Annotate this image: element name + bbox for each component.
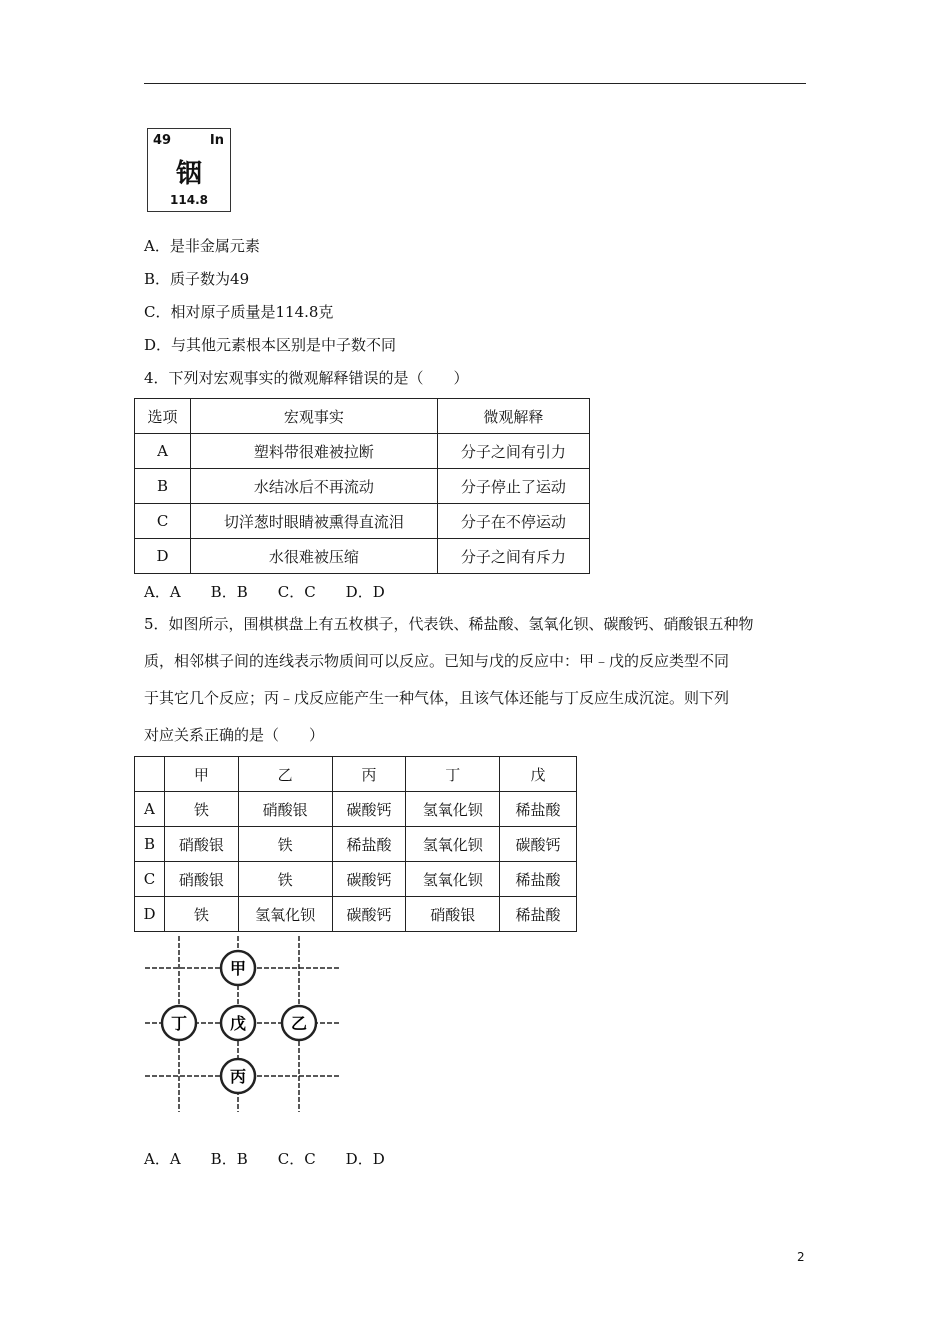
table-cell: 氢氧化钡	[406, 792, 500, 827]
piece-ding	[162, 1006, 196, 1040]
table-cell: 稀盐酸	[500, 792, 577, 827]
table-cell: 塑料带很难被拉断	[191, 434, 438, 469]
q3-option-c: C．相对原子质量是114.8克	[144, 303, 334, 321]
table-header-cell: 丁	[406, 757, 500, 792]
table-header-row	[135, 399, 590, 434]
svg-text:甲: 甲	[229, 959, 247, 978]
table-cell: 碳酸钙	[332, 792, 406, 827]
table-header-cell: 宏观事实	[191, 399, 438, 434]
table-header-cell: 乙	[238, 757, 332, 792]
q5-stem-line: 对应关系正确的是（ ）	[144, 726, 325, 744]
piece-bing	[221, 1059, 255, 1093]
table-header-cell: 丙	[332, 757, 406, 792]
table-row	[135, 862, 577, 897]
table-cell: 硝酸银	[164, 827, 238, 862]
table-row	[135, 792, 577, 827]
table-row	[135, 504, 590, 539]
table-cell: 铁	[238, 827, 332, 862]
atomic-number: 49	[153, 133, 172, 148]
table-row	[135, 469, 590, 504]
table-header-cell: 甲	[164, 757, 238, 792]
table-cell: 水结冰后不再流动	[191, 469, 438, 504]
table-cell: 氢氧化钡	[238, 897, 332, 932]
q5-answer-options: A．A B．B C．C D．D	[144, 1150, 385, 1168]
table-header-row	[135, 757, 577, 792]
q3-option-a: A．是非金属元素	[144, 237, 260, 255]
element-symbol: In	[209, 133, 224, 148]
table-cell: 铁	[164, 792, 238, 827]
atomic-mass: 114.8	[170, 193, 208, 207]
svg-text:乙: 乙	[290, 1014, 308, 1033]
table-cell: 切洋葱时眼睛被熏得直流泪	[191, 504, 438, 539]
go-board-diagram	[140, 936, 350, 1114]
table-cell: B	[135, 827, 165, 862]
table-cell: B	[135, 469, 191, 504]
svg-text:丙: 丙	[229, 1067, 247, 1086]
table-cell: D	[135, 897, 165, 932]
table-cell: 铁	[164, 897, 238, 932]
q3-option-d: D．与其他元素根本区别是中子数不同	[144, 336, 397, 354]
table-cell: 硝酸银	[406, 897, 500, 932]
table-cell: 分子之间有引力	[437, 434, 589, 469]
table-header-cell: 选项	[135, 399, 191, 434]
table-cell: C	[135, 504, 191, 539]
table-cell: 硝酸银	[238, 792, 332, 827]
table-cell: 稀盐酸	[500, 862, 577, 897]
svg-text:戊: 戊	[229, 1014, 247, 1033]
table-cell: 碳酸钙	[332, 862, 406, 897]
table-cell: 氢氧化钡	[406, 862, 500, 897]
table-cell: 硝酸银	[164, 862, 238, 897]
table-header-cell: 戊	[500, 757, 577, 792]
table-cell: 稀盐酸	[500, 897, 577, 932]
table-row	[135, 434, 590, 469]
page-number: 2	[797, 1250, 805, 1264]
table-cell: 铁	[238, 862, 332, 897]
table-cell: D	[135, 539, 191, 574]
q5-table	[134, 756, 577, 932]
table-header-cell: 微观解释	[437, 399, 589, 434]
svg-text:丁: 丁	[170, 1014, 188, 1033]
table-cell: 分子停止了运动	[437, 469, 589, 504]
table-cell: A	[135, 792, 165, 827]
table-cell: 氢氧化钡	[406, 827, 500, 862]
table-cell: 分子在不停运动	[437, 504, 589, 539]
table-cell: 水很难被压缩	[191, 539, 438, 574]
header-rule	[144, 83, 806, 84]
table-cell: A	[135, 434, 191, 469]
table-header-cell	[135, 757, 165, 792]
table-cell: 碳酸钙	[332, 897, 406, 932]
q5-stem-line: 于其它几个反应；丙﹣戊反应能产生一种气体，且该气体还能与丁反应生成沉淀。则下列	[144, 689, 730, 707]
table-row	[135, 827, 577, 862]
table-cell: 稀盐酸	[332, 827, 406, 862]
element-card-indium	[147, 128, 231, 212]
q5-stem	[144, 606, 808, 754]
q4-answer-options: A．A B．B C．C D．D	[144, 583, 385, 601]
table-row	[135, 539, 590, 574]
piece-jia	[221, 951, 255, 985]
q4-stem: 4．下列对宏观事实的微观解释错误的是（ ）	[144, 369, 469, 387]
table-cell: C	[135, 862, 165, 897]
table-row	[135, 897, 577, 932]
table-cell: 分子之间有斥力	[437, 539, 589, 574]
element-name: 铟	[175, 159, 202, 189]
q5-stem-line: 5．如图所示，围棋棋盘上有五枚棋子，代表铁、稀盐酸、氢氧化钡、碳酸钙、硝酸银五种物	[144, 615, 754, 633]
piece-wu	[221, 1006, 255, 1040]
q5-stem-line: 质，相邻棋子间的连线表示物质间可以反应。已知与戊的反应中：甲﹣戊的反应类型不同	[144, 652, 730, 670]
q3-option-b: B．质子数为49	[144, 270, 250, 288]
piece-yi	[282, 1006, 316, 1040]
q4-table	[134, 398, 590, 574]
table-cell: 碳酸钙	[500, 827, 577, 862]
